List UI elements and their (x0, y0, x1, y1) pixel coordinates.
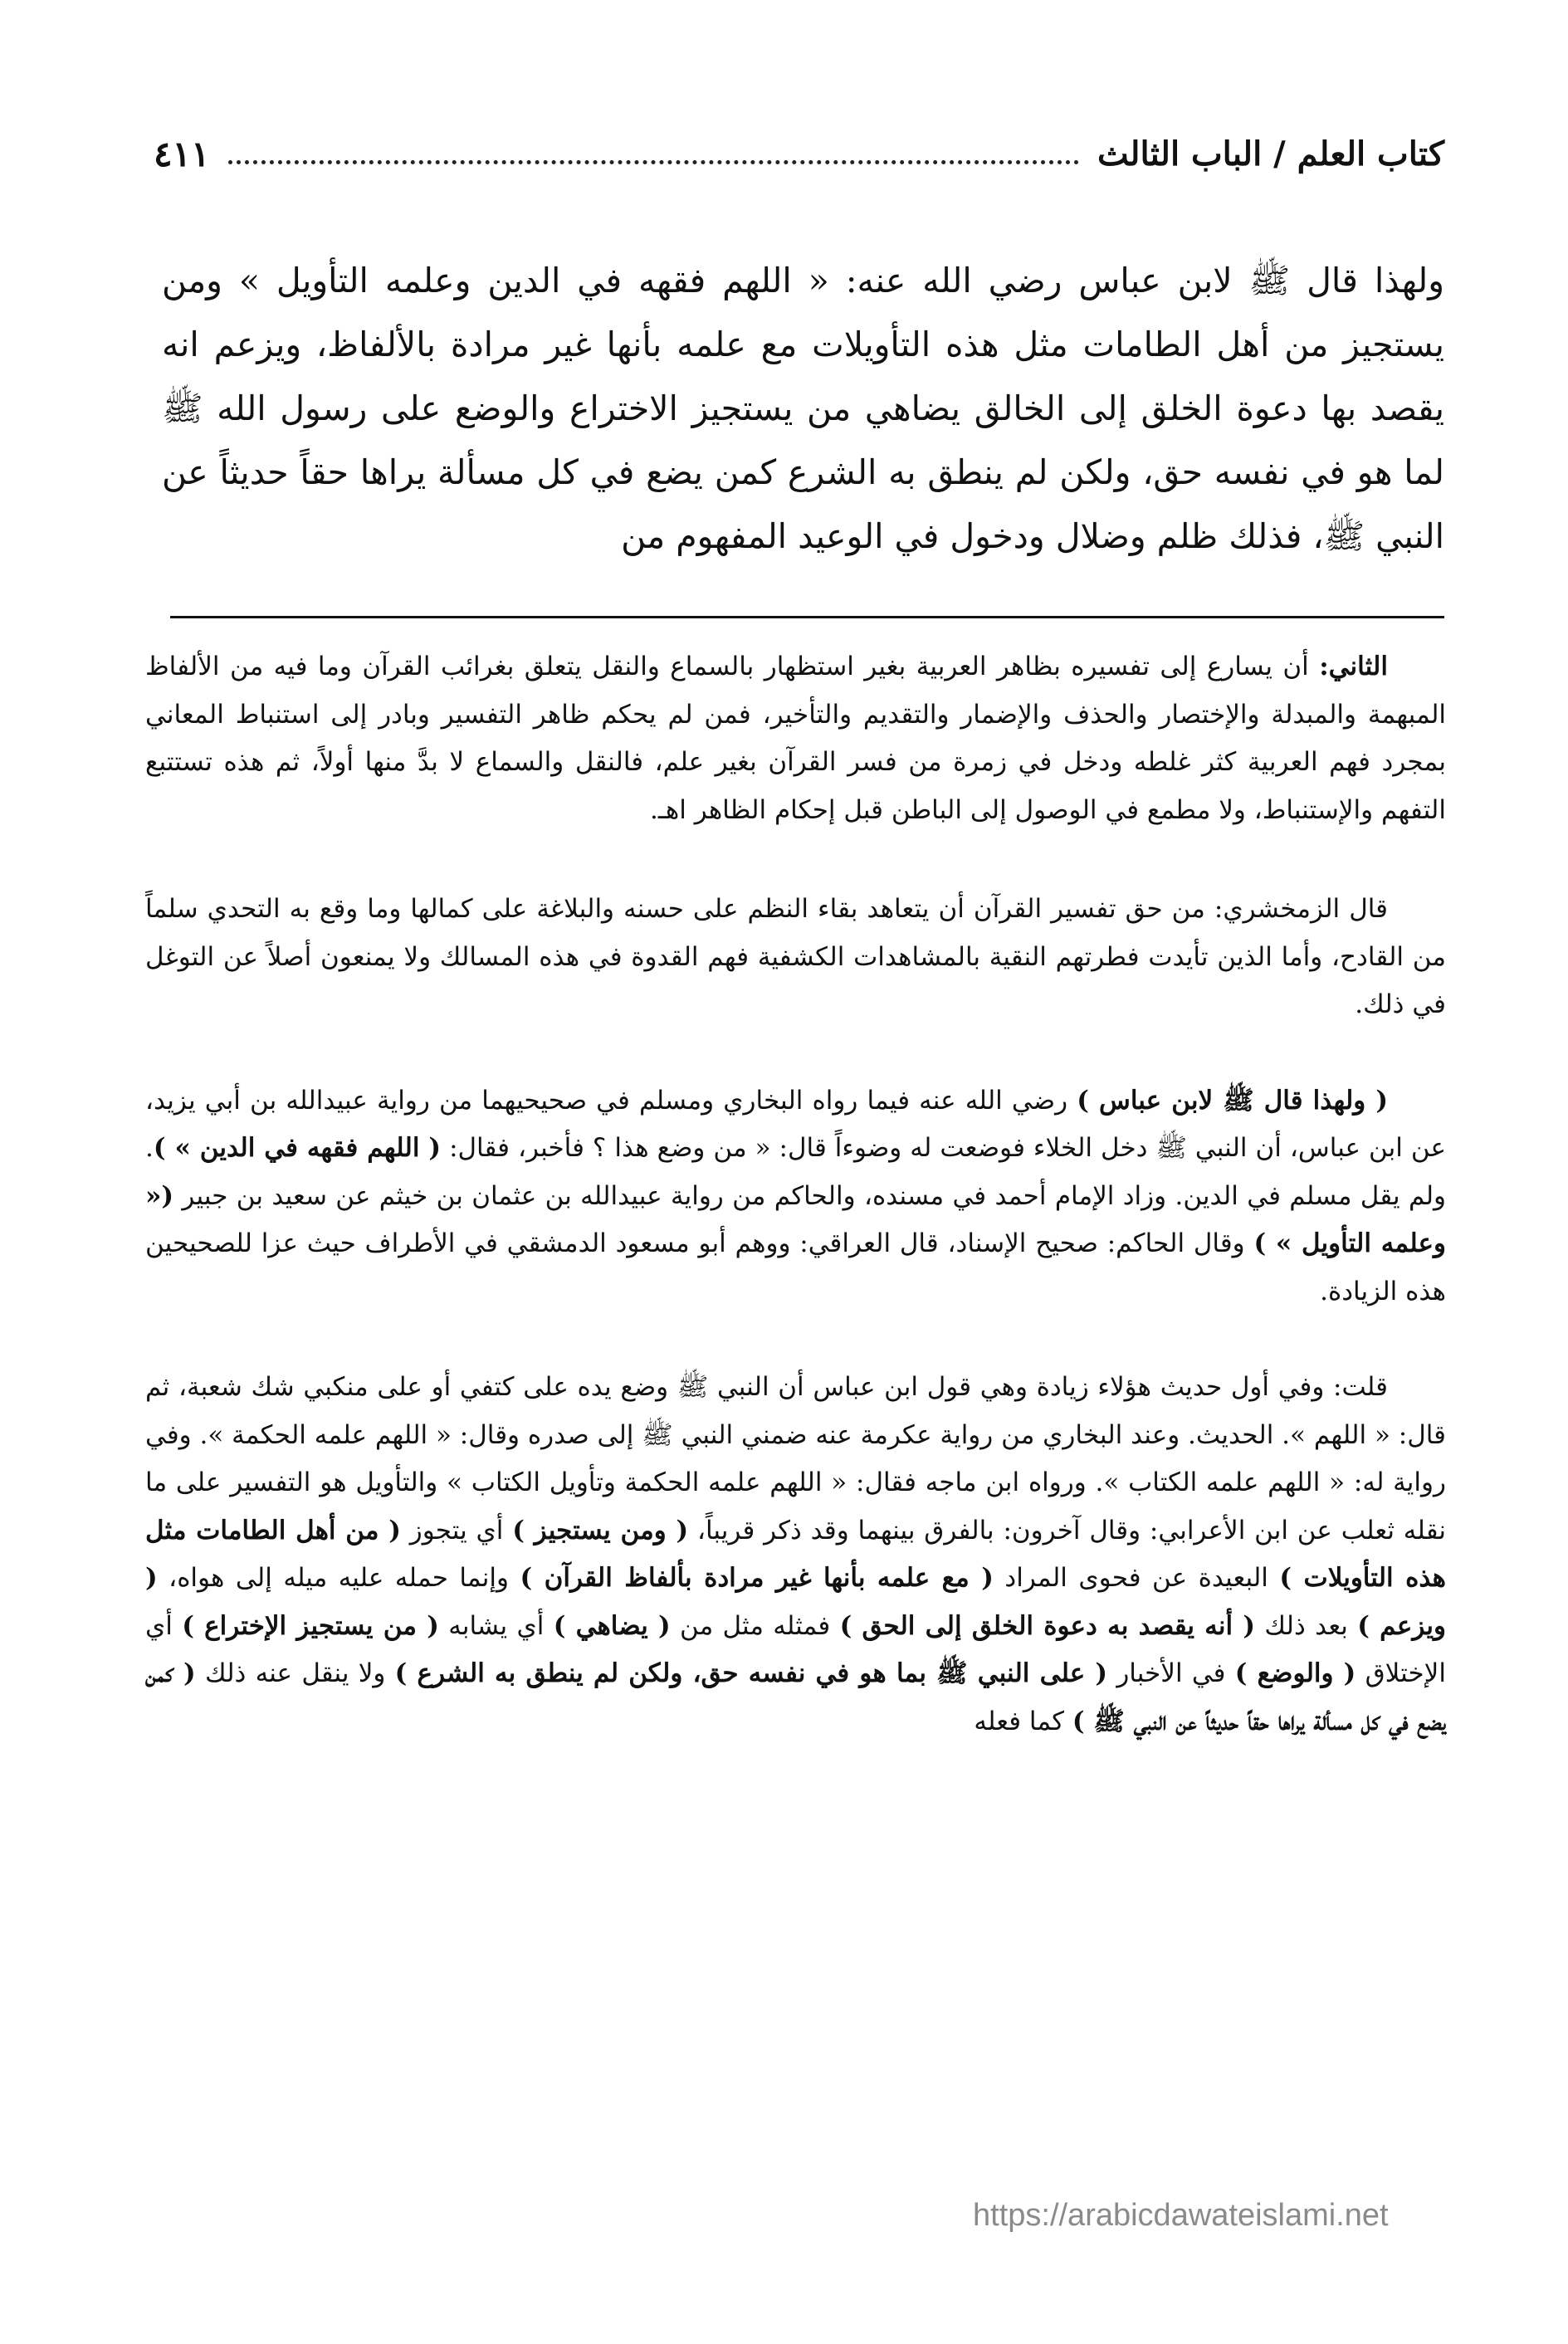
paragraph-text: وإنما حمله عليه ميله إلى هواه، (157, 1563, 520, 1593)
commentary-paragraph (145, 643, 1446, 834)
paragraph-text: البعيدة عن فحوى المراد (993, 1563, 1280, 1593)
paragraph-text: رضي الله عنه فيما رواه البخاري ومسلم في صحيحيهما من رواية عبيدالله بن أبي يزيد، عن ابن عباس، أن النبي ﷺ دخل الخلاء فوضعت له وضوءاً قال: « من وضع هذا ؟ فأخبر، فقال: (145, 1085, 1446, 1163)
paragraph-text: أي الإختلاق (145, 1610, 1446, 1688)
paragraph-text: في الأخبار (1107, 1658, 1235, 1688)
quoted-matn: ( ولهذا قال ﷺ لابن عباس ) (1077, 1085, 1388, 1116)
quoted-matn: ( من يستجيز الإختراع ) (182, 1610, 439, 1641)
commentary-paragraph (145, 1364, 1446, 1746)
commentary-section (145, 643, 1446, 1746)
quoted-matn: ( ومن يستجيز ) (512, 1515, 689, 1546)
commentary-paragraph (145, 1077, 1446, 1316)
chapter-title: كتاب العلم / الباب الثالث (1097, 134, 1444, 173)
paragraph-text: أن يسارع إلى تفسيره بظاهر العربية بغير استظهار بالسماع والنقل يتعلق بغرائب القرآن وما فيه من الألفاظ المبهمة والمبدلة والإختصار والحذف والإضمار والتقديم والتأخير، فمن لم يحكم ظاهر التفسير وبادر إلى استنباط المعاني بمجرد فهم العربية كثر غلطه ودخل في زمرة من فسر القرآن بغير علم، فالنقل والسماع لا بدَّ منها أولاً، ثم هذه تستتبع التفهم والإستنباط، ولا مطمع في الوصول إلى الباطن قبل إحكام الظاهر اهـ. (145, 652, 1446, 825)
quoted-matn: ( أنه يقصد به دعوة الخلق إلى الحق ) (839, 1610, 1256, 1641)
paragraph-text: فمثله مثل من (670, 1610, 840, 1641)
quoted-matn: ( كمن يضع في كل مسألة يراها حقاً حديثاً عن النبي ﷺ ) (145, 1658, 1446, 1736)
quoted-matn: ( من أهل الطامات مثل هذه التأويلات ) (145, 1515, 1446, 1593)
watermark-url: https://arabicdawateislami.net (973, 2198, 1389, 2233)
paragraph-text: أي يتجوز (400, 1515, 513, 1546)
quoted-matn: ( مع علمه بأنها غير مرادة بألفاظ القرآن ) (520, 1563, 994, 1593)
paragraph-text: وقال الحاكم: صحيح الإسناد، قال العراقي: ووهم أبو مسعود الدمشقي في الأطراف حيث عزا للصحيحين هذه الزيادة. (145, 1228, 1446, 1306)
paragraph-text: بعد ذلك (1255, 1610, 1358, 1641)
quoted-matn: ( والوضع ) (1234, 1658, 1356, 1688)
quoted-matn: ( اللهم فقهه في الدين » ) (153, 1133, 442, 1163)
header-dot-leader (228, 160, 1079, 164)
quoted-matn: ( يضاهي ) (553, 1610, 671, 1641)
paragraph-lead: الثاني: (1319, 652, 1388, 681)
quoted-matn: ( على النبي ﷺ بما هو في نفسه حق، ولكن لم ينطق به الشرع ) (394, 1658, 1108, 1688)
paragraph-text: قال الزمخشري: من حق تفسير القرآن أن يتعاهد بقاء النظم على حسنه والبلاغة على كمالها وما وقع به التحدي سلماً من القادح، وأما الذين تأيدت فطرتهم النقية بالمشاهدات الكشفية فهم القدوة في هذه المسالك ولا يمنعون أصلاً عن التوغل في ذلك. (145, 894, 1446, 1019)
quoted-matn: (« وعلمه التأويل » ) (145, 1180, 1447, 1258)
footnote-separator (170, 616, 1444, 618)
commentary-paragraph (145, 886, 1446, 1029)
running-header (154, 125, 1444, 183)
paragraph-text: قلت: وفي أول حديث هؤلاء زيادة وهي قول ابن عباس أن النبي ﷺ وضع يده على كتفي أو على منكبي شك شعبة، ثم قال: « اللهم ». الحديث. وعند البخاري من رواية عكرمة عنه ضمني النبي ﷺ إلى صدره وقال: « اللهم علمه الحكمة ». وفي رواية له: « اللهم علمه الكتاب ». ورواه ابن ماجه فقال: « اللهم علمه الحكمة وتأويل الكتاب » والتأويل هو التفسير على ما نقله ثعلب عن ابن الأعرابي: وقال آخرون: بالفرق بينهما وقد ذكر قريباً، (144, 1372, 1447, 1546)
paragraph-text: . ولم يقل مسلم في الدين. وزاد الإمام أحمد في مسنده، والحاكم من رواية عبيدالله بن عثمان بن خيثم عن سعيد بن جبير (145, 1133, 1446, 1211)
paragraph-text: ولا ينقل عنه ذلك (195, 1658, 395, 1688)
main-text: ولهذا قال ﷺ لابن عباس رضي الله عنه: « اللهم فقهه في الدين وعلمه التأويل » ومن يستجيز من أهل الطامات مثل هذه التأويلات مع علمه بأنها غير مرادة بالألفاظ، ويزعم انه يقصد بها دعوة الخلق إلى الخالق يضاهي من يستجيز الاختراع والوضع على رسول الله ﷺ لما هو في نفسه حق، ولكن لم ينطق به الشرع كمن يضع في كل مسألة يراها حقاً حديثاً عن النبي ﷺ، فذلك ظلم وضلال ودخول في الوعيد المفهوم من (162, 261, 1444, 556)
quoted-matn: ( ويزعم ) (145, 1563, 1447, 1641)
page-number: ٤١١ (154, 133, 210, 174)
paragraph-text: أي يشابه (438, 1610, 554, 1641)
paragraph-text: كما فعله (974, 1706, 1072, 1736)
